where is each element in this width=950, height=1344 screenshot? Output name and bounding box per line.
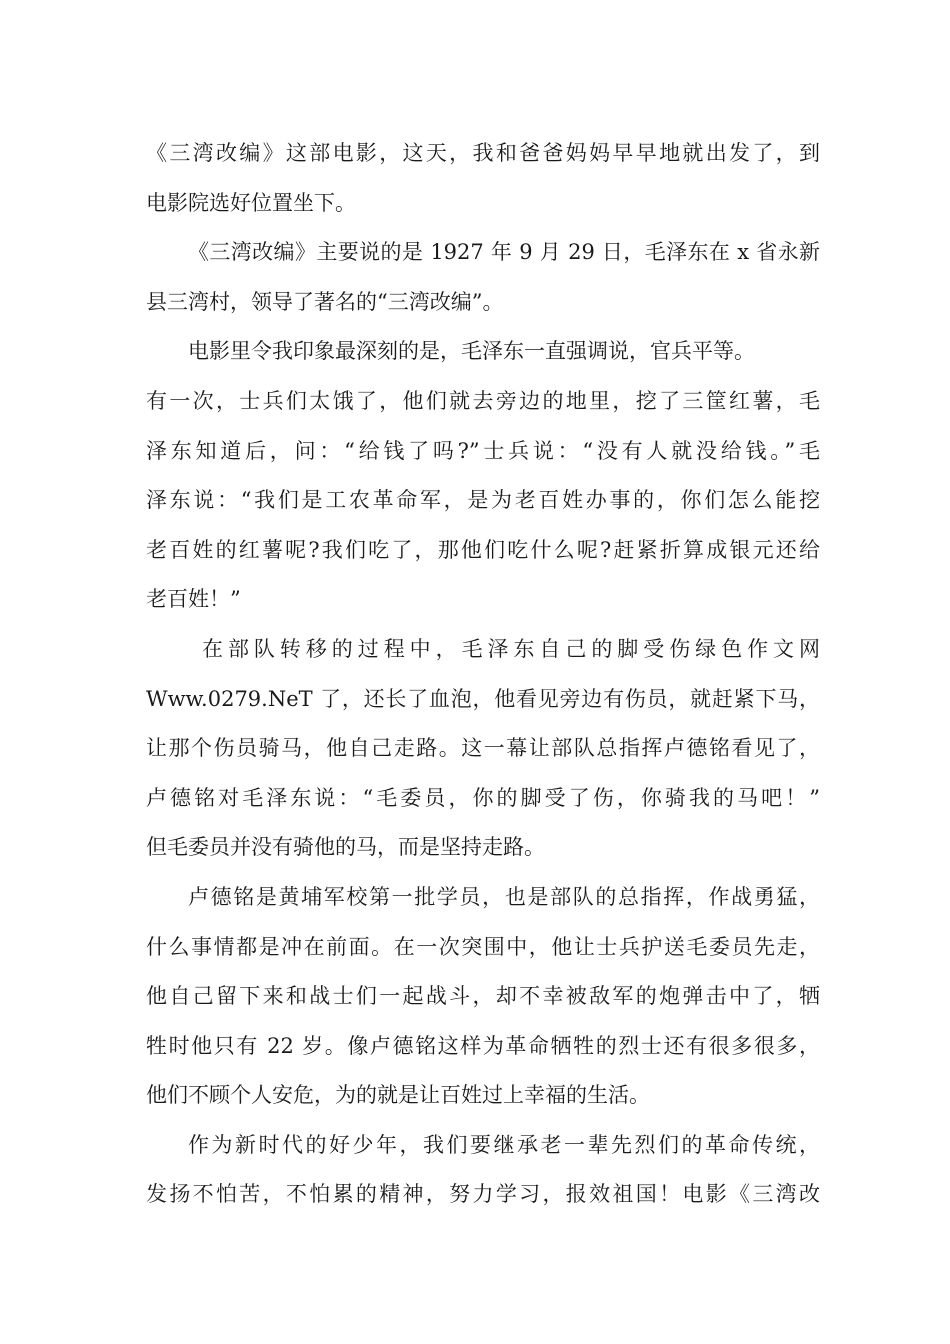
text-line: 有一次，士兵们太饿了，他们就去旁边的地里，挖了三筐红薯，毛 <box>146 388 820 413</box>
text-line: 《三湾改编》这部电影，这天，我和爸爸妈妈早早地就出发了，到 <box>146 141 820 165</box>
text-line: 牲时他只有 22 岁。像卢德铭这样为革命牺牲的烈士还有很多很多， <box>146 1033 820 1058</box>
text-line: 作为新时代的好少年，我们要继承老一辈先烈们的革命传统， <box>188 1132 820 1157</box>
text-line: 老百姓的红薯呢?我们吃了，那他们吃什么呢?赶紧折算成银元还给 <box>146 537 820 562</box>
text-line: 他自己留下来和战士们一起战斗，却不幸被敌军的炮弹击中了，牺 <box>146 984 820 1009</box>
text-line: 卢德铭是黄埔军校第一批学员，也是部队的总指挥，作战勇猛， <box>188 884 820 909</box>
text-line: 他们不顾个人安危，为的就是让百姓过上幸福的生活。 <box>146 1083 650 1108</box>
text-line: 《三湾改编》主要说的是 1927 年 9 月 29 日，毛泽东在 x 省永新 <box>188 240 820 265</box>
text-line: 发扬不怕苦，不怕累的精神，努力学习，报效祖国！电影《三湾改 <box>146 1182 820 1207</box>
text-line: 电影里令我印象最深刻的是，毛泽东一直强调说，官兵平等。 <box>188 339 755 364</box>
text-line: 老百姓！” <box>146 587 241 612</box>
text-line: 什么事情都是冲在前面。在一次突围中，他让士兵护送毛委员先走， <box>146 934 820 959</box>
text-line: 卢德铭对毛泽东说：“毛委员，你的脚受了伤，你骑我的马吧！” <box>146 785 820 810</box>
text-line: 电影院选好位置坐下。 <box>146 190 356 215</box>
text-line: 泽东知道后，问：“给钱了吗?”士兵说：“没有人就没给钱。”毛 <box>146 438 820 463</box>
text-line: 在部队转移的过程中，毛泽东自己的脚受伤绿色作文网 <box>202 636 820 661</box>
text-line: 但毛委员并没有骑他的马，而是坚持走路。 <box>146 835 545 860</box>
essay-body <box>146 129 820 1220</box>
text-line: 让那个伤员骑马，他自己走路。这一幕让部队总指挥卢德铭看见了， <box>146 736 820 761</box>
text-line: 县三湾村，领导了著名的“三湾改编”。 <box>146 289 504 314</box>
text-line: Www.0279.NeT 了，还长了血泡，他看见旁边有伤员，就赶紧下马， <box>146 686 820 711</box>
text-line: 泽东说：“我们是工农革命军，是为老百姓办事的，你们怎么能挖 <box>146 488 820 513</box>
